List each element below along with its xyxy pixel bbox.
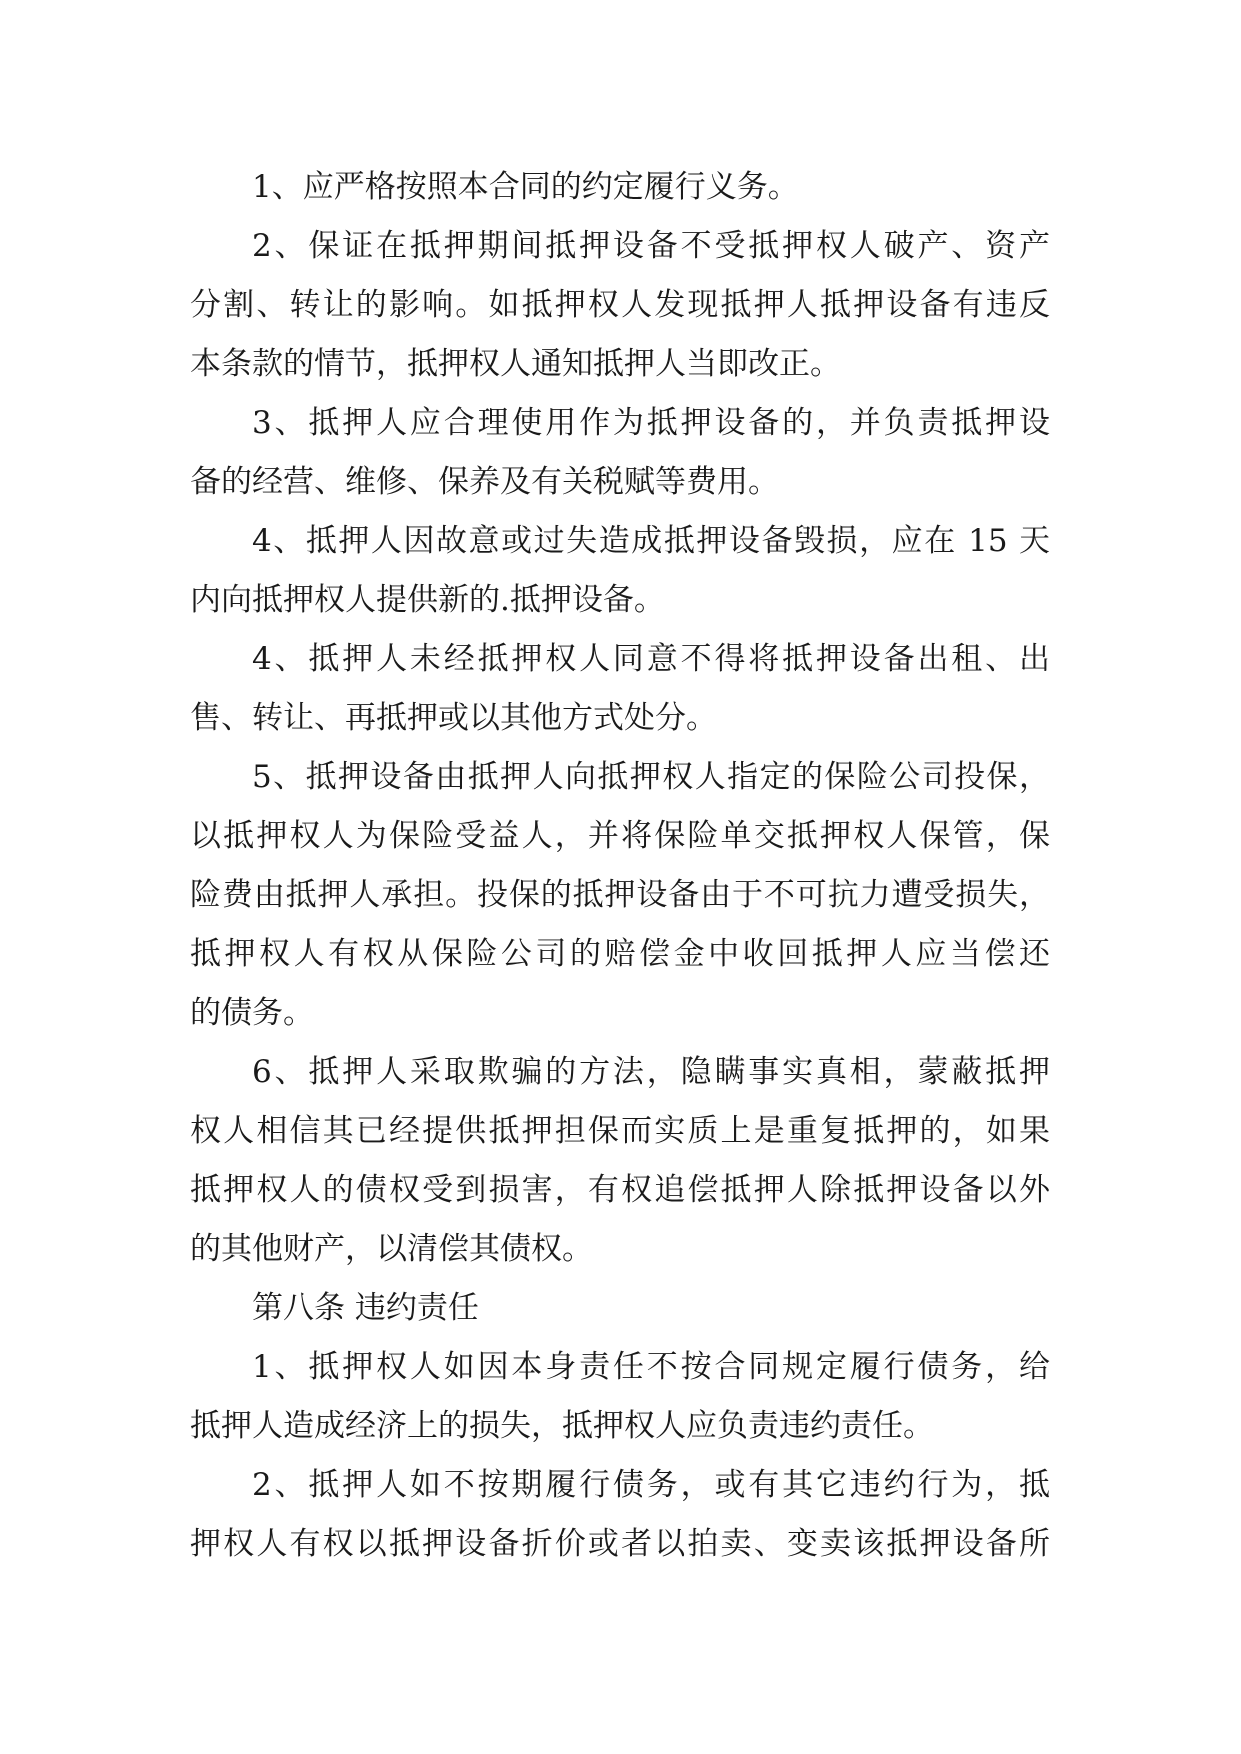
paragraph-line: 内向抵押权人提供新的.抵押设备。 [190,582,665,618]
paragraph-line: 6、抵押人采取欺骗的方法，隐瞒事实真相，蒙蔽抵押 [252,1054,1050,1090]
paragraph-line: 抵押人造成经济上的损失，抵押权人应负责违约责任。 [190,1408,934,1444]
paragraph-line: 2、保证在抵押期间抵押设备不受抵押权人破产、资产 [252,228,1050,264]
paragraph-line: 本条款的情节，抵押权人通知抵押人当即改正。 [190,346,841,382]
paragraph-line: 4、抵押人因故意或过失造成抵押设备毁损，应在 15 天 [252,523,1050,559]
paragraph-line: 的其他财产，以清偿其债权。 [190,1231,593,1267]
paragraph-line: 5、抵押设备由抵押人向抵押权人指定的保险公司投保， [252,759,1050,795]
paragraph-line: 售、转让、再抵押或以其他方式处分。 [190,700,717,736]
paragraph-line: 的债务。 [190,995,314,1031]
paragraph-line: 分割、转让的影响。如抵押权人发现抵押人抵押设备有违反 [190,287,1050,323]
paragraph-line: 抵押权人有权从保险公司的赔偿金中收回抵押人应当偿还 [190,936,1050,972]
paragraph-line: 以抵押权人为保险受益人，并将保险单交抵押权人保管，保 [190,818,1050,854]
paragraph-line: 权人相信其已经提供抵押担保而实质上是重复抵押的，如果 [190,1113,1050,1149]
paragraph-line: 4、抵押人未经抵押权人同意不得将抵押设备出租、出 [252,641,1050,677]
paragraph-line: 1、抵押权人如因本身责任不按合同规定履行债务，给 [252,1349,1050,1385]
section-heading: 第八条 违约责任 [252,1290,479,1326]
paragraph-line: 险费由抵押人承担。投保的抵押设备由于不可抗力遭受损失， [190,877,1050,913]
document-body [190,158,1050,1574]
paragraph-line: 押权人有权以抵押设备折价或者以拍卖、变卖该抵押设备所 [190,1526,1050,1562]
paragraph-line: 1、应严格按照本合同的约定履行义务。 [252,169,799,205]
paragraph-line: 抵押权人的债权受到损害，有权追偿抵押人除抵押设备以外 [190,1172,1050,1208]
paragraph-line: 备的经营、维修、保养及有关税赋等费用。 [190,464,779,500]
paragraph-line: 2、抵押人如不按期履行债务，或有其它违约行为，抵 [252,1467,1050,1503]
paragraph-line: 3、抵押人应合理使用作为抵押设备的，并负责抵押设 [252,405,1050,441]
